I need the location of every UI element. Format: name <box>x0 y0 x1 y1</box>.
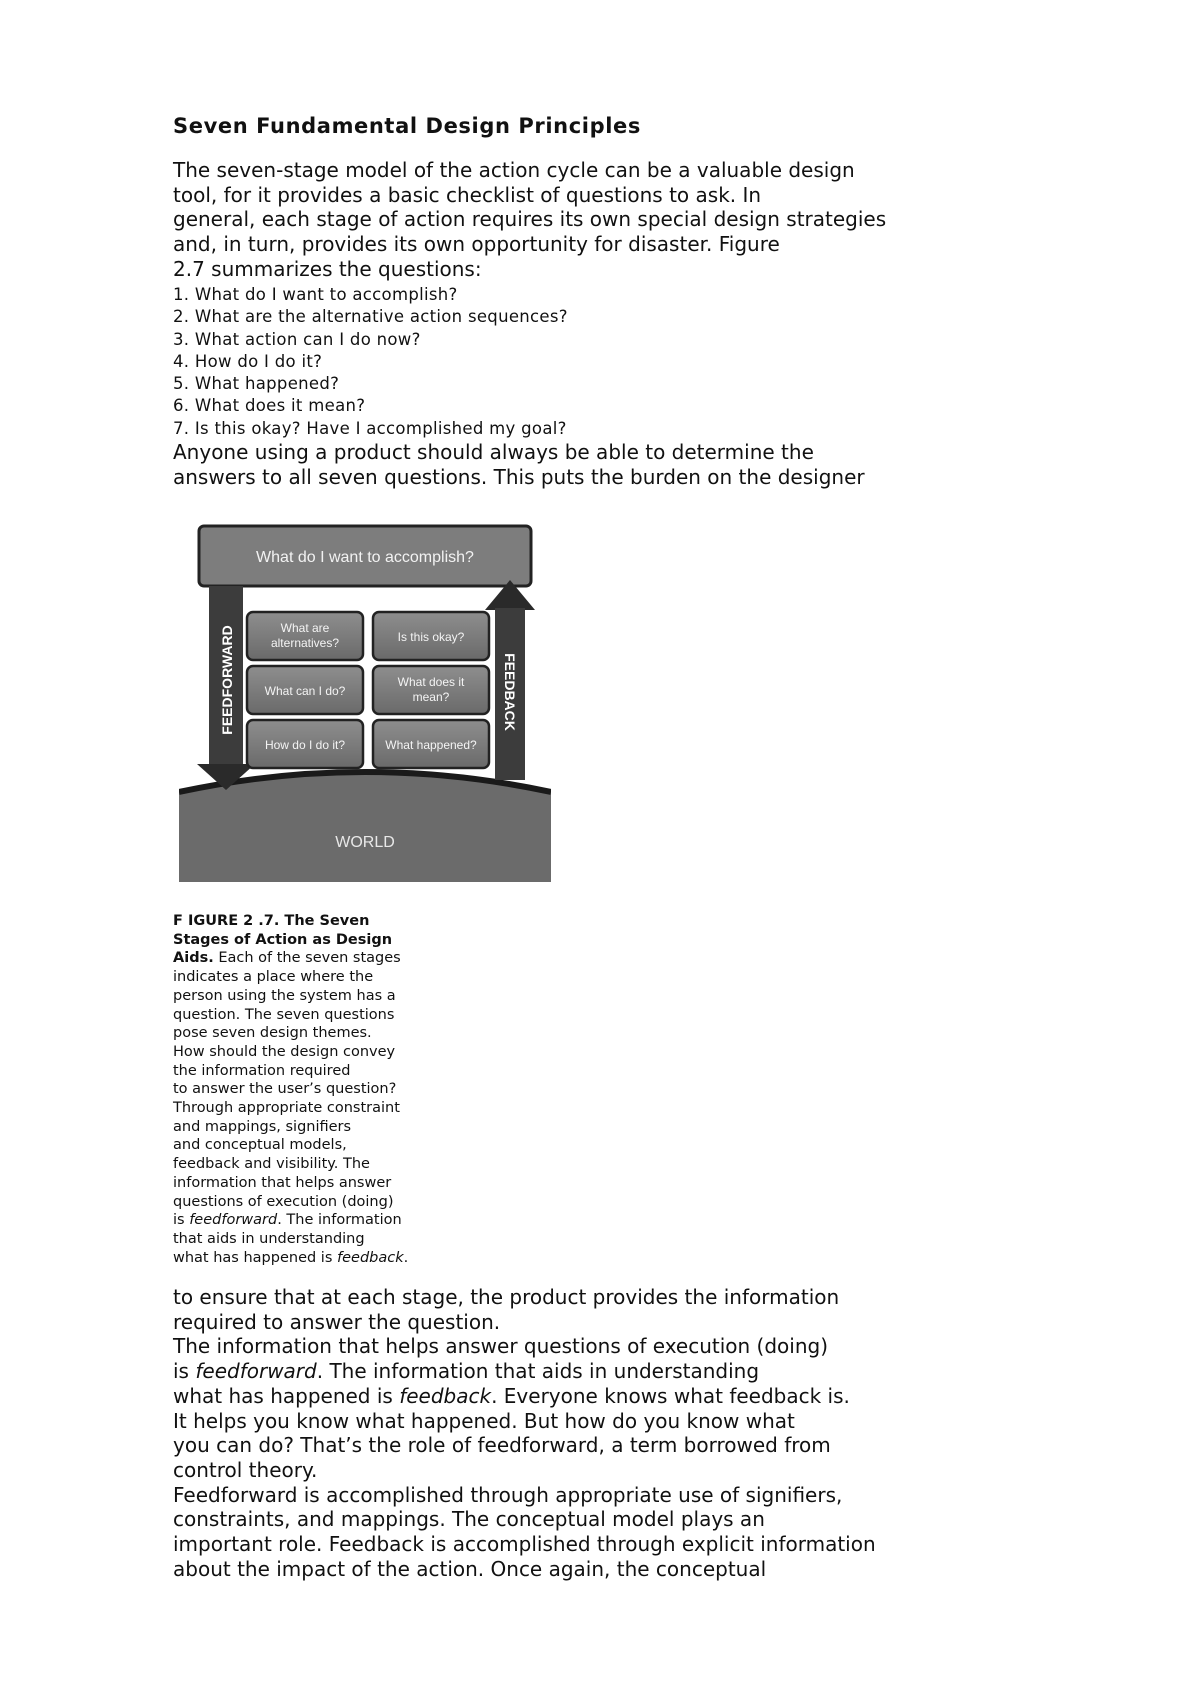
list-item: 4. How do I do it? <box>173 351 323 371</box>
text-line: It helps you know what happened. But how do you know what <box>173 1408 795 1433</box>
goal-label: What do I want to accomplish? <box>256 549 474 566</box>
text-line: required to answer the question. <box>173 1309 501 1334</box>
text-line: 2.7 summarizes the questions: <box>173 256 482 281</box>
caption-text: . <box>403 1249 409 1266</box>
caption-line: person using the system has a <box>173 987 396 1004</box>
svg-text:Is this okay?: Is this okay? <box>397 630 465 644</box>
list-item: 5. What happened? <box>173 374 340 394</box>
text-line: important role. Feedback is accomplished through explicit information <box>173 1532 876 1557</box>
list-item: 7. Is this okay? Have I accomplished my goal? <box>173 418 567 438</box>
caption-line: to answer the user’s question? <box>173 1081 397 1098</box>
seven-stages-diagram <box>179 520 551 882</box>
list-item: 3. What action can I do now? <box>173 329 421 349</box>
questions-list <box>173 284 568 440</box>
svg-text:alternatives?: alternatives? <box>270 636 340 650</box>
text-line: control theory. <box>173 1457 318 1482</box>
caption-line: How should the design convey <box>173 1043 396 1060</box>
caption-text: Each of the seven stages <box>213 950 401 967</box>
stage-box-how-do <box>247 720 363 768</box>
text-line: The information that helps answer questions of execution (doing) <box>173 1334 829 1359</box>
caption-line: information that helps answer <box>173 1174 392 1191</box>
text-line: about the impact of the action. Once again, the conceptual <box>173 1556 767 1581</box>
text-line: to ensure that at each stage, the product provides the information <box>173 1285 840 1309</box>
caption-line: questions of execution (doing) <box>173 1193 394 1210</box>
text-line: constraints, and mappings. The conceptual model plays an <box>173 1507 765 1532</box>
feedback-arrow <box>485 580 535 780</box>
feedforward-label: FEEDFORWARD <box>219 625 235 735</box>
svg-text:What does it: What does it <box>397 675 465 689</box>
list-item: 2. What are the alternative action sequences? <box>173 307 568 327</box>
caption-text: what has happened is <box>173 1249 337 1266</box>
caption-line: indicates a place where the <box>173 969 374 986</box>
caption-term: feedforward <box>189 1212 278 1229</box>
term-feedback: feedback <box>399 1383 492 1408</box>
text-span: . The information that aids in understanding <box>316 1359 760 1384</box>
list-item: 1. What do I want to accomplish? <box>173 285 458 304</box>
stage-box-mean <box>373 666 489 714</box>
page-title: Seven Fundamental Design Principles <box>173 114 641 138</box>
term-feedforward: feedforward <box>195 1359 317 1384</box>
world-label: WORLD <box>335 834 395 851</box>
svg-text:What can I do?: What can I do? <box>264 684 346 698</box>
text-line: Feedforward is accomplished through appropriate use of signifiers, <box>173 1482 843 1507</box>
caption-line: question. The seven questions <box>173 1006 395 1023</box>
caption-term: feedback <box>337 1249 404 1266</box>
caption-line: feedback and visibility. The <box>173 1156 370 1173</box>
text-line: you can do? That’s the role of feedforward, a term borrowed from <box>173 1433 831 1458</box>
caption-line: that aids in understanding <box>173 1230 365 1247</box>
text-line: answers to all seven questions. This puts the burden on the designer <box>173 464 865 489</box>
text-line: Anyone using a product should always be able to determine the <box>173 440 814 464</box>
svg-text:How do I do it?: How do I do it? <box>264 738 346 752</box>
caption-line: and conceptual models, <box>173 1137 347 1154</box>
text-span: . Everyone knows what feedback is. <box>491 1383 850 1408</box>
stage-box-okay <box>373 612 489 660</box>
figure-caption <box>173 912 463 1267</box>
svg-text:mean?: mean? <box>412 690 450 704</box>
caption-label: Stages of Action as Design <box>173 931 393 948</box>
caption-text: is <box>173 1212 190 1229</box>
svg-text:What happened?: What happened? <box>385 738 477 752</box>
caption-line: and mappings, signifiers <box>173 1118 352 1135</box>
text-line <box>173 1384 876 1409</box>
intro-paragraph <box>173 158 886 282</box>
stage-box-happened <box>373 720 489 768</box>
list-item: 6. What does it mean? <box>173 396 366 416</box>
caption-text: . The information <box>277 1212 402 1229</box>
stage-box-can-do <box>247 666 363 714</box>
svg-text:What are: What are <box>280 621 330 635</box>
text-line <box>173 1359 876 1384</box>
text-line: The seven-stage model of the action cycle can be a valuable design <box>173 158 855 182</box>
body-paragraphs <box>173 1285 876 1581</box>
text-line: general, each stage of action requires its own special design strategies <box>173 207 887 232</box>
caption-label: Aids. <box>173 950 214 967</box>
caption-line: pose seven design themes. <box>173 1025 372 1042</box>
after-questions-paragraph <box>173 440 865 489</box>
caption-line: Through appropriate constraint <box>173 1100 400 1117</box>
caption-line: the information required <box>173 1062 351 1079</box>
caption-label: F IGURE 2 .7. The Seven <box>173 913 370 929</box>
text-span: what has happened is <box>173 1383 400 1408</box>
text-span: is <box>173 1359 196 1384</box>
world-ground <box>179 772 551 882</box>
text-line: and, in turn, provides its own opportunity for disaster. Figure <box>173 232 780 257</box>
text-line: tool, for it provides a basic checklist of questions to ask. In <box>173 182 762 207</box>
feedback-label: FEEDBACK <box>502 653 518 731</box>
stage-box-alternatives <box>247 612 363 660</box>
